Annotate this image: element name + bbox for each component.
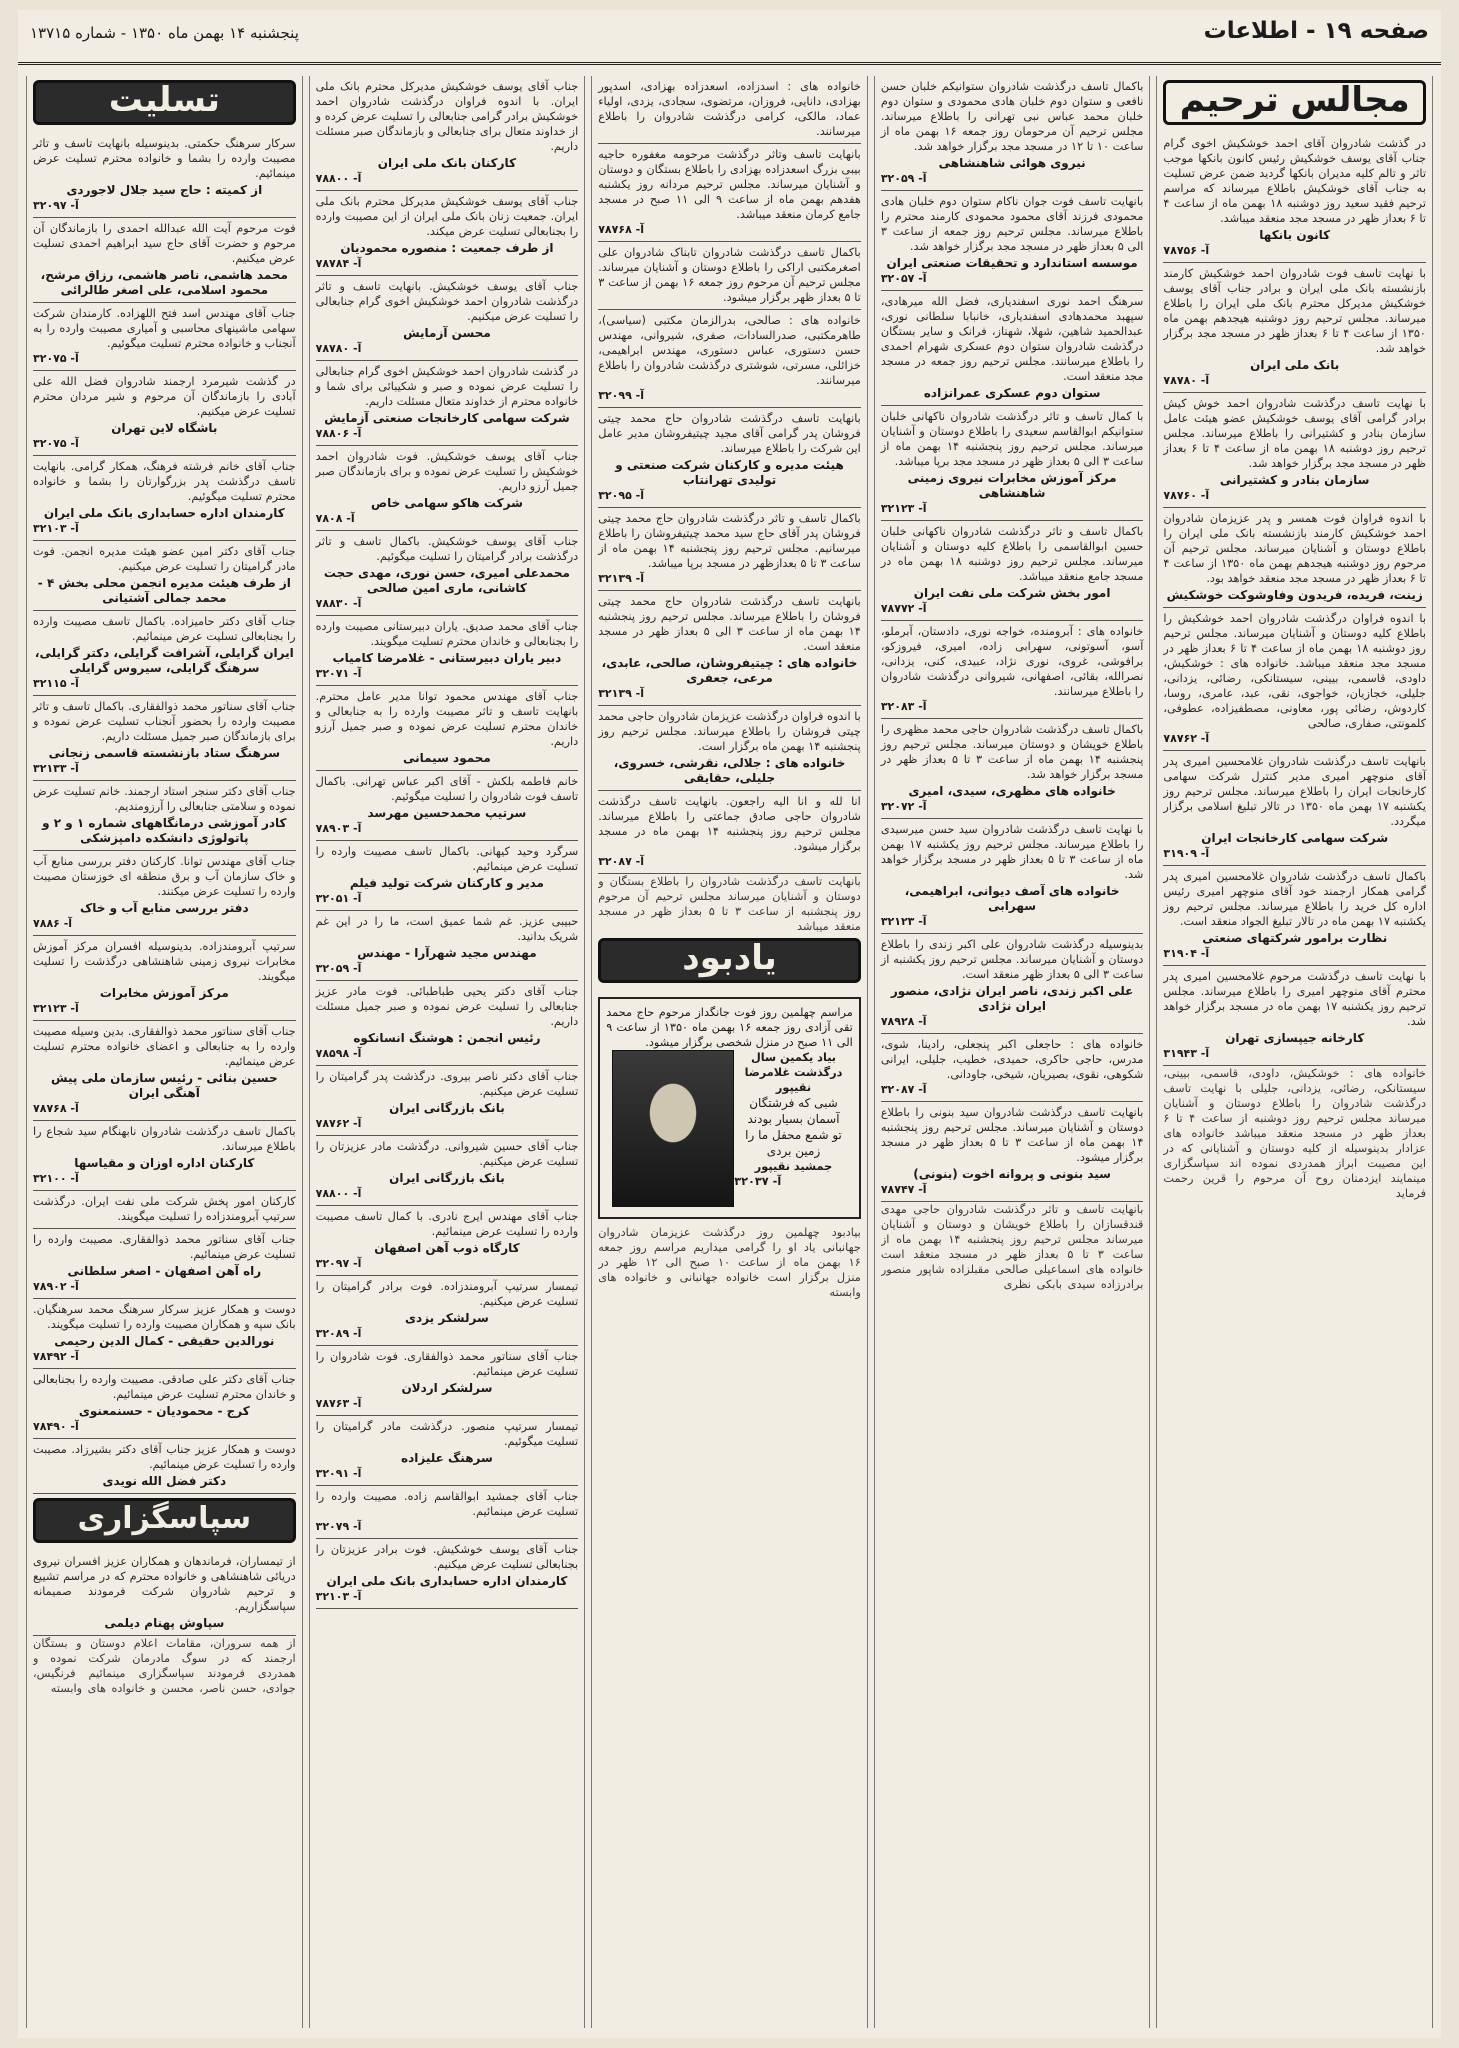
notice-code: ۳۲۱۲۳ -آ [33,1002,79,1015]
notice-code: ۷۸۷۶۲ -آ [1163,732,1210,745]
notice-signature: کارمندان اداره حسابداری بانک ملی ایران [43,506,285,520]
notice-signature: کرج - محمودیان - حسنمعنوی [78,1404,250,1418]
notice-body: فوت مرحوم آیت الله عبدالله احمدی را بازماندگان آن مرحوم و حضرت آقای حاج سید ابراهیم احمدی تسلیت عرض میکنیم. [33,222,296,265]
notice-body: در گذشت شادروان آقای احمد خوشکیش اخوی گرام جناب آقای یوسف خوشکیش رئیس کانون بانکها موجب تاثر و تالم کلیه مدیران بانکها گردید ضمن عرض تسلیت به جناب آقای خوشکیش باطلاع میرساند که مراسم ترحیم فقید سعید روز دوشنبه ۱۸ بهمن ماه از ساعت ۴ تا ۶ بعداز ظهر در مسجد مجد منعقد میباشد. [1163,137,1426,225]
notice-code: ۷۸۷۸۴ -آ [315,257,362,270]
notice-signature: هیئت مدیره و کارکنان شرکت صنعتی و تولیدی تهرانتاب [615,458,844,487]
notice-code: ۳۲۰۷۹ -آ [315,1520,362,1533]
notice-signature: سید بنونی و پروانه اخوت (بنونی) [913,1167,1111,1181]
notice-code: ۷۸۷۸۰ -آ [1163,374,1210,387]
notice-body: با اندوه فراوان درگذشت شادروان احمد خوشکیش را باطلاع کلیه دوستان و آشنایان میرساند. مجلس ترحیم روز دوشنبه ۱۸ بهمن ماه از ساعت ۴ تا ۶ بعداز ظهر در مسجد مجد منعقد میباشد. خانواده های : خوشکیش، داودی، قاسمی، بیینی، سیستانکی، رضائی، یزدانی، جلیلی، خجازیان، خواجوی، نقی، عبد، عامری، روسا، کاردوش، رضائی پور، معاونی، مصطفیزاده، عطوفی، کلمونتی، صفاری، صالحی [1163,612,1427,730]
notice [33,1439,296,1494]
notice [33,936,296,1021]
notice-signature: بانک بازرگانی ایران [389,1171,505,1185]
notice-signature: رئیس انجمن : هوشنگ انسانکوه [353,1031,541,1045]
notice-body: خانواده های : صالحی، بدرالزمان مکتبی (سیاسی)، طاهرمکتبی، صدرالسادات، صفری، شیروانی، مهندس حسن دستوری، عباس دستوری، مهندس ابراهیمی، خزائلی، مسرتی، شوشتری درگذشت شادروان را باطلاع میرسانند. [598,314,861,387]
notice-code: ۷۸۹۲۸ -آ [880,1015,927,1028]
notice [1163,133,1426,263]
notice [881,1034,1144,1102]
notice-list [33,133,296,1494]
tasliyat-header: تسلیت [33,80,296,125]
notice [33,456,296,541]
notice-body: جناب آقای یوسف خوشکیش. بانهایت تاسف و تاثر درگذشت شادروان احمد خوشکیش اخوی گرام جنابعالی را تسلیت عرض میکنیم. [315,280,579,323]
notice-body: با نهایت تاسف فوت شادروان احمد خوشکیش کارمند بازنشسته بانک ملی ایران و برادر جناب آقای یوسف خوشکیش مدیرکل محترم بانک ملی ایران را باطلاع میرساند. مجلس ترحیم روز دوشنبه هیجدهم بهمن ماه ۱۳۵۰ از ساعت ۴ تا ۶ بعداز ظهر در مسجد مجد برگزار خواهد شد. [1163,267,1426,355]
notice-code: ۳۲۰۷۵ -آ [33,352,79,365]
notice-signature: مدیر و کارکنان شرکت تولید فیلم [349,876,544,890]
notice-code: ۷۸۷۶۰ -آ [1163,489,1210,502]
newspaper-page [18,10,1441,2038]
notice-code: ۳۲۰۵۹ -آ [315,962,362,975]
notice [33,1299,296,1369]
notice-signature: سرلشکر یزدی [405,1311,489,1325]
notice-code: ۷۸۷۶۲ -آ [315,1117,362,1130]
notice-code: ۷۸۹۰۳ -آ [315,822,362,835]
notice-code: ۷۸۰۸ -آ [315,512,355,525]
notice-body: تیمسار سرتیپ منصور. درگذشت مادر گرامیتان را تسلیت میگوئیم. [315,1420,579,1448]
notice-body: جناب آقای سناتور محمد ذوالفقاری. باکمال تاسف و تاثر مصیبت وارده را بحضور آنجناب تسلیت عرض نموده و برای بازماندگان صبر جمیل مسئلت داریم. [33,700,296,743]
column-filler: خانواده های : خوشکیش، داودی، قاسمی، بیینی، سیستانکی، رضائی، یزدانی، جلیلی با نهایت تاسف درگذشت شادروان را باطلاع دوستان و آشنایان میرساند مجلس ترحیم روز دوشنبه از ساعت ۴ تا ۶ بعداز ظهر در مسجد منعقد میباشد خانواده های عزادار بدینوسیله از کلیه دوستان و آشنایانی که در این مصیبت ابراز همدردی نموده اند سپاسگزاری مینمایند ایزدمنان روح آن مرحوم را قرین رحمت فرماید [1163,1067,1426,1200]
notice-code: ۳۲۱۲۳ -آ [880,502,927,515]
column-3 [591,76,868,2028]
notice-code: ۳۲۰۷۱ -آ [315,667,362,680]
sepas-header: سپاسگزاری [33,1498,296,1543]
notice-code: ۳۲۰۸۷ -آ [880,1083,927,1096]
notice-code: ۷۸۵۹۸ -آ [315,1047,362,1060]
notice [33,371,296,456]
notice-signature: دکتر فضل الله نویدی [102,1474,227,1488]
notice-signature: نورالدین حقیقی - کمال الدین رحیمی [54,1334,275,1348]
notice-body: جناب آقای یوسف خوشکیش مدیرکل محترم بانک ملی ایران. جمعیت زنان بانک ملی ایران از این مصیبت وارده را بجنابعالی تسلیت عرض میکند. [315,195,579,238]
notice-code: ۷۸۸۰۶ -آ [315,427,362,440]
notice [33,781,296,851]
notice [33,1229,296,1299]
notice [316,1539,579,1609]
notice-signature: محسن آزمایش [403,326,491,340]
notice [1163,508,1426,608]
notice-signature: از طرف هیئت مدیره انجمن محلی بخش ۴ - محمد جمالی آشتیانی [37,576,291,605]
notice [881,191,1144,291]
notice-body: خانم فاطمه بلکش - آقای اکبر عباس تهرانی. باکمال تاسف فوت شادروان را تسلیت میگوئیم. [315,775,579,803]
notice [33,696,296,781]
memorial-text: مراسم چهلمین روز فوت جانگداز مرحوم حاج محمد تقی آزادی روز جمعه ۱۶ بهمن ماه ۱۳۵۰ از ساعت ۹ الی ۱۱ صبح در منزل شخصی برگزار میشود. [606,1006,853,1049]
portrait [612,1050,734,1207]
column-filler: از همه سروران، مقامات اعلام دوستان و بستگان ارجمند که در سوگ مادرمان شرکت نموده و همدردی فرمودند سپاسگزاری مینمائیم فرنگیس، جوادی، حسن ناصر، محسن و خانواده های وابسته [33,1637,296,1695]
notice-body: بانهایت تاسف درگذشت شادروان حاج محمد چیتی فروشان را باطلاع میرساند. مجلس ترحیم روز پنجشنبه ۱۴ بهمن ماه از ساعت ۳ الی ۵ بعداز ظهر در مسجد منعقد است. [598,595,861,653]
notice-signature: سرهنگ ستاد بازنشسته قاسمی زنجانی [48,746,281,760]
notice-signature: مرکز آموزش مخابرات نیروی زمینی شاهنشاهی [907,471,1117,500]
notice [598,144,861,242]
notice-body: سرگرد وحید کیهانی. باکمال تاسف مصیبت وارده را تسلیت عرض مینمائیم. [315,845,579,873]
notice-signature: زینت، فریده، فریدون وفاوشوکت خوشکیش [1166,588,1423,602]
memorial-box [598,997,861,1219]
notice [598,791,861,874]
notice-signature: بانک ملی ایران [1250,358,1340,372]
notice [1163,608,1426,751]
notice [33,1121,296,1191]
notice-signature: خانواده های مظهری، سیدی، امیری [908,784,1116,798]
notice-body: خانواده های : آبرومنده، خواجه نوری، دادستان، آبرملو، آسو، آسوتونی، سهرابی زاده، امیری، فیروزکو، برافوشی، غروی، نوری نژاد، عبیدی، کنی، یزدانی، نصرالله، بقائی، اصفهانی، شیروانی درگذشت شادروان را باطلاع میرسانند. [880,625,1144,698]
sepas-notice [33,1551,296,1636]
notice-signature: مرکز آموزش مخابرات [99,986,229,1000]
notice-code: ۳۲۱۰۰ -آ [33,1172,79,1185]
column-filler-2: بیادبود چهلمین روز درگذشت عزیزمان شادروان جهانبانی یاد او را گرامی میداریم مراسم روز جمعه ۱۶ بهمن ماه از ساعت ۱۰ صبح الی ۱۲ ظهر در منزل برگزار است خانواده جهانبانی و خانواده های وابسته [598,1226,861,1299]
notice-signature: موسسه استاندارد و تحقیقات صنعتی ایران [886,256,1138,270]
notice-signature: کارخانه جیپسازی تهران [1225,1031,1365,1045]
notice-signature: مهندس مجید شهرآرا - مهندس [357,946,537,960]
notice-signature: سرلشکر اردلان [401,1381,493,1395]
notice [316,1136,579,1206]
notice [1163,393,1426,508]
notice-body: جناب آقای مهندس ایرج نادری. با کمال تاسف مصیبت وارده را تسلیت عرض مینمائیم. [315,1210,579,1238]
notice [33,541,296,611]
notice [598,508,861,591]
notice [316,191,579,276]
notice-code: ۳۲۱۳۳ -آ [33,762,79,775]
notice-signature: شرکت سهامی کارخانجات ایران [1201,831,1389,845]
notice-signature: کارکنان بانک ملی ایران [377,156,517,170]
notice-code: ۷۸۷۶۸ -آ [33,1102,79,1115]
notice [33,1369,296,1439]
notice [316,771,579,841]
notice [881,1102,1144,1202]
notice-body: با اندوه فراوان فوت همسر و پدر عزیزمان شادروان احمد خوشکیش کارمند بازنشسته بانک ملی ایران را باطلاع دوستان و آشنایان میرساند. مجلس ترحیم آن مرحوم روز دوشنبه هیجدهم بهمن ماه ۱۳۵۰ از ساعت ۴ تا ۶ بعداز ظهر در مسجد مجد منعقد خواهد بود. [1163,512,1427,585]
notice [881,819,1144,934]
notice-signature: سرهنگ علیزاده [401,1451,493,1465]
notice-code: ۳۲۰۸۹ -آ [315,1327,362,1340]
notice-code: ۳۲۱۳۹ -آ [598,572,644,585]
notice-body: جناب آقای یوسف خوشکیش. فوت شادروان احمد خوشکیش را تسلیت عرض نموده و برای بازماندگان صبر جمیل آرزو داریم. [315,450,579,493]
notice [33,1021,296,1121]
notice-body: جناب آقای جمشید ابوالقاسم زاده. مصیبت وارده را تسلیت عرض مینمائیم. [315,1490,579,1518]
memorial-signature: جمشید نقیپور [754,1160,833,1173]
column-filler: بانهایت تاسف درگذشت شادروان را باطلاع بستگان و دوستان و آشنایان میرساند مجلس ترحیم آن مرحوم روز پنجشنبه از ساعت ۳ تا ۵ بعداز ظهر در مسجد منعقد میباشد [598,875,861,933]
notice [316,1416,579,1486]
notice-signature: سازمان بنادر و کشتیرانی [1219,473,1370,487]
notice-code: ۷۸۷۸۰ -آ [315,342,362,355]
notice-body: با نهایت تاسف درگذشت مرحوم غلامحسین امیری پدر محترم آقای منوچهر امیری را باطلاع میرساند. مجلس ترحیم روز یکشنبه ۱۷ بهمن ماه در مسجد برگزار خواهد شد. [1163,970,1426,1028]
notice-code: ۷۸۷۴۷ -آ [880,1183,927,1196]
notice [881,934,1144,1034]
notice-signature: سرتیپ محمدحسین مهرسد [367,806,527,820]
notice [33,851,296,936]
notice [316,1276,579,1346]
notice-list [881,76,1144,1202]
notice-body: بدینوسیله درگذشت شادروان علی اکبر زندی را باطلاع دوستان و آشنایان میرساند. مجلس ترحیم روز یکشنبه از ساعت ۳ الی ۵ بعداز ظهر منعقد است. [880,938,1144,981]
date-line: پنجشنبه ۱۴ بهمن ماه ۱۳۵۰ - شماره ۱۳۷۱۵ [30,24,299,42]
notice-body: بانهایت تاسف وتاثر درگذشت مرحومه مغفوره حاجیه بیبی بزرگ اسعدزاده بهزادی را باطلاع بستگان و دوستان و آشنایان میرساند. مجلس ترحیم مردانه روز یکشنبه هفدهم بهمن ماه از ساعت ۹ الی ۱۱ صبح در مسجد جامع کرمان منعقد میباشد. [598,148,861,221]
notice-signature: دفتر بررسی منابع آب و خاک [79,901,249,915]
notice-code: ۳۲۰۷۲ -آ [880,800,927,813]
notice [316,1066,579,1136]
notice-signature: حسین بنائی - رئیس سازمان ملی پیش آهنگی ایران [50,1071,278,1100]
notice-signature: کادر آموزشی درمانگاههای شماره ۱ و ۲ و پاتولوژی دانشکده دامپزشکی [42,816,287,845]
notice-body: باکمال تاسف درگذشت شادروان تابناک شادروان علی اصغرمکتبی اراکی را باطلاع دوستان و آشنایان میرساند. مجلس ترحیم آن مرحوم روز جمعه ۱۶ بهمن از ساعت ۳ تا ۵ بعداز ظهر برگزار میشود. [598,246,861,304]
notice-body: با نهایت تاسف درگذشت شادروان سید حسن میرسیدی را باطلاع میرساند. مجلس ترحیم روز یکشنبه ۱۷ بهمن ماه از ساعت ۳ تا ۵ بعداز ظهر در مسجد برگزار خواهد شد. [880,823,1144,881]
notice-body: باکمال تاسف و تاثر درگذشت شادروان حاج محمد چیتی فروشان پدر آقای حاج سید محمد چیتیفروشان را باطلاع میرسانیم. مجلس ترحیم روز پنجشنبه ۱۴ بهمن ماه از ساعت ۳ تا ۵ بعدازظهر در مسجد برپا میباشد. [598,512,861,570]
notice [598,76,861,144]
notice-list [1163,133,1426,1066]
notice-list [598,76,861,874]
notice-code: ۳۲۱۰۳ -آ [315,1590,362,1603]
notice-signature: نیروی هوائی شاهنشاهی [938,156,1086,170]
notice-body: بانهایت تاسف فوت جوان ناکام ستوان دوم خلبان هادی محمودی فرزند آقای محمود محمودی کارمند محترم را باطلاع میرساند. مجلس ترحیم روز جمعه از ساعت ۳ الی ۵ بعداز ظهر در مسجد مجد برگزار خواهد شد. [880,195,1144,253]
notice [316,981,579,1066]
notice [598,591,861,706]
notice-signature: محمود سیمانی [402,751,491,765]
notice-body: با نهایت تاسف درگذشت شادروان احمد خوش کیش برادر گرامی آقای یوسف خوشکیش عضو هیئت عامل سازمان بنادر و کشتیرانی را باطلاع میرساند. مجلس ترحیم روز دوشنبه ۱۸ بهمن ماه از ساعت ۴ تا ۶ بعداز ظهر در مسجد مجد برگزار خواهد شد. [1163,397,1426,470]
notice-code: ۳۲۰۹۵ -آ [598,489,644,502]
notice-body: باکمال تاسف درگذشت شادروان نابهنگام سید شجاع را باطلاع میرساند. [33,1125,296,1153]
notice-signature: از کمیته : حاج سید جلال لاجوردی [66,183,263,197]
notice-signature: از طرف جمعیت : منصوره محمودیان [340,241,554,255]
notice [316,841,579,911]
notice [316,276,579,361]
notice-code: ۷۸۹۰۲ -آ [33,1280,79,1293]
sepas-sign: سپاوش پهنام دیلمی [104,1616,225,1630]
notice [1163,263,1426,393]
notice [316,76,579,191]
notice-code: ۷۸۴۹۰ -آ [33,1420,79,1433]
notice-code: ۳۲۱۳۹ -آ [598,687,644,700]
notice [316,911,579,981]
notice-body: جناب آقای دکتر حامیزاده. باکمال تاسف مصیبت وارده را بجنابعالی تسلیت عرض مینمائیم. [33,615,296,643]
notice [33,1191,296,1229]
notice-code: ۷۸۷۵۶ -آ [1163,244,1210,257]
notice [881,406,1144,521]
notice-signature: خانواده های : جلالی، نقرشی، خسروی، جلیلی، حقایقی [613,756,846,785]
notice-signature: شرکت هاکو سهامی خاص [370,496,523,510]
notice-code: ۳۱۹۰۴ -آ [1163,947,1210,960]
notice-body: جناب آقای دکتر علی صادقی. مصیبت وارده را بجنابعالی و خاندان محترم تسلیت عرض مینمائیم. [33,1373,296,1401]
notice [881,719,1144,819]
notice-signature: کارمندان اداره حسابداری بانک ملی ایران [326,1574,568,1588]
columns [26,76,1433,2028]
notice-signature: محمدعلی امیری، حسن نوری، مهدی حجت کاشانی، ماری امین صالحی [323,566,570,595]
masthead [18,10,1441,65]
notice-body: جناب آقای مهندس توانا. کارکنان دفتر بررسی منابع آب و خاک سازمان آب و برق منطقه ای خوزستان مصیبت وارده را تسلیت عرض میکنند. [33,855,296,898]
notice-body: دوست و همکار عزیز جناب آقای دکتر بشیرزاد. مصیبت وارده را تسلیت عرض مینمائیم. [33,1443,296,1471]
notice-code: ۳۲۰۵۹ -آ [880,172,927,185]
notice [881,621,1144,719]
notice-code: ۷۸۸۳۰ -آ [315,597,362,610]
notice [33,611,296,696]
notice [33,133,296,218]
notice-body: با اندوه فراوان درگذشت عزیزمان شادروان حاجی محمد چیتی فروشان را باطلاع میرساند. مجلس ترحیم روز پنجشنبه ۱۴ بهمن ماه برگزار است. [598,710,861,753]
notice-body: بانهایت تاسف درگذشت شادروان سید بنونی را باطلاع دوستان و آشنایان میرساند. مجلس ترحیم روز پنجشنبه ۱۴ بهمن ماه از ساعت ۳ تا ۵ بعداز ظهر در مسجد برگزار میشود. [880,1106,1144,1164]
notice-code: ۳۲۱۱۵ -آ [33,677,79,690]
column-2 [874,76,1151,2028]
column-4 [309,76,586,2028]
notice [598,408,861,508]
notice-body: جناب آقای مهندس محمود توانا مدیر عامل محترم. بانهایت تاسف و تاثر مصیبت وارده را به جنابعالی و خاندان محترم تسلیت عرض نموده و صبر جمیل آرزو داریم. [315,690,579,748]
notice-signature: بانک بازرگانی ایران [389,1101,505,1115]
notice-body: انا لله و انا الیه راجعون. بانهایت تاسف درگذشت شادروان حاجی صادق جماعتی را باطلاع میرساند. مجلس ترحیم روز پنجشنبه ۱۴ بهمن ماه در مسجد برگزار میشود. [598,795,861,853]
notice-body: با کمال تاسف و تاثر درگذشت شادروان ناکهانی خلبان ستوانیکم ابوالقاسم سعیدی را باطلاع دوستان و آشنایان میرساند. مجلس ترحیم روز پنجشنبه ۱۴ بهمن ماه از ساعت ۳ الی ۵ بعداز ظهر در مسجد مجد برپا میباشد. [880,410,1144,468]
notice-code: ۳۲۰۹۹ -آ [598,389,644,402]
notice [1163,966,1426,1066]
notice [316,1486,579,1539]
notice-signature: ستوان دوم عسکری عمرانزاده [923,386,1101,400]
notice-code: ۳۲۰۵۱ -آ [315,892,362,905]
notice-signature: شرکت سهامی کارخانجات صنعتی آزمایش [324,411,570,425]
notice-body: جناب آقای یوسف خوشکیش مدیرکل محترم بانک ملی ایران. با اندوه فراوان درگذشت شادروان احمد خوشکیش برادر گرامی جنابعالی را تسلیت عرض کرده و از خداوند متعال برای جنابعالی و بازماندگان صبر مسئلت داریم. [315,80,579,153]
notice-body: در گذشت شیرمرد ارجمند شادروان فضل الله علی آبادی را بازماندگان آن مرحوم و شیر مردان محترم تسلیت عرض میکنیم. [33,375,296,418]
notice-body: جناب آقای سناتور محمد ذوالفقاری. بدین وسیله مصیبت وارده را به جنابعالی و اعضای خانواده محترم تسلیت عرض مینمائیم. [33,1025,296,1068]
notice-code: ۳۲۰۹۷ -آ [33,199,79,212]
column-filler [316,1609,579,2028]
notice-body: بانهایت تاسف درگذشت شادروان غلامحسین امیری پدر آقای منوچهر امیری مدیر کنترل شرکت سهامی کارخانجات ایران را باطلاع میرساند. مجلس ترحیم روز یکشنبه ۱۷ بهمن ماه ۱۳۵۰ در تالار تبلیغ اسلامی برگزار میگردد. [1163,755,1426,828]
notice-body: جناب آقای دکتر امین عضو هیئت مدیره انجمن. فوت مادر گرامیتان را تسلیت عرض میکنیم. [33,545,296,573]
notice-code: ۷۸۷۶۸ -آ [598,223,644,236]
notice-body: حبیبی عزیز. غم شما عمیق است، ما را در این غم شریک بدانید. [315,915,579,943]
notice [598,706,861,791]
notice-body: سرکار سرهنگ حکمتی. بدینوسیله بانهایت تاسف و تاثر مصیبت وارده را بشما و خانواده محترم تسلیت عرض مینمائیم. [33,137,296,180]
notice-body: بانهایت تاسف درگذشت شادروان حاج محمد چیتی فروشان پدر گرامی آقای مجید چیتیفروشان مدیر عامل این شرکت را باطلاع میرساند. [598,412,861,455]
notice [881,291,1144,406]
notice-body: جناب آقای سناتور محمد ذوالفقاری. فوت شادروان را تسلیت عرض مینمائیم. [315,1350,579,1378]
notice [1163,866,1426,966]
notice-code: ۷۸۷۶۳ -آ [315,1397,362,1410]
notice-code: ۷۸۴۹۲ -آ [33,1350,79,1363]
memorial-title: بیاد یکمین سال درگذشت غلامرضا نقیپور [744,1051,843,1094]
notice-body: جناب آقای سناتور محمد ذوالفقاری. مصیبت وارده را تسلیت عرض مینمائیم. [33,1233,296,1261]
notice-body: باکمال تاسف درگذشت شادروان غلامحسین امیری پدر گرامی همکار ارجمند خود آقای منوچهر امیری رئیس اداره کل خرید را باطلاع میرساند. مجلس ترحیم روز یکشنبه ۱۷ بهمن ماه در تالار تبلیغ الجواد منعقد است. [1163,870,1426,928]
notice-signature: کارکنان اداره اوزان و مقیاسها [74,1156,255,1170]
notice [598,310,861,408]
column-1 [1156,76,1433,2028]
notice-code: ۳۲۰۵۷ -آ [880,272,927,285]
notice-body: جناب آقای محمد صدیق. یاران دبیرستانی مصیبت وارده را بجنابعالی و خاندان محترم تسلیت میگویند. [315,620,579,648]
notice-code: ۳۲۰۸۷ -آ [598,855,644,868]
notice-body: در گذشت شادروان احمد خوشکیش اخوی گرام جنابعالی را تسلیت عرض نموده و صبر و شکیبائی برای شما و خانواده محترم از خداوند متعال مسئلت داریم. [315,365,579,408]
notice [881,76,1144,191]
notice-code: ۳۲۰۸۳ -آ [880,700,927,713]
notice [881,521,1144,621]
sepas-body: از تیمساران، فرماندهان و همکاران عزیز افسران نیروی دریائی شاهنشاهی و خانواده محترم که در مراسم تشییع و ترحیم شادروان شرکت فرمودند صمیمانه سپاسگزاریم. [33,1555,296,1613]
notice [598,242,861,310]
notice [316,616,579,686]
notice-signature: راه آهن اصفهان - اصغر سلطانی [67,1264,262,1278]
notice-body: سرهنگ احمد نوری اسفندیاری، فضل الله میرهادی، سپهبد محمدهادی اسفندیاری، خانبابا سلطانی نوری، عبدالحمید شاهین، شهلا، شهناز، فرانک و سایر بستگان درگذشت شادروان ستوان دوم عسکری شهرام احمدی را باطلاع میرسانند. مجلس ترحیم روز جمعه در مسجد مجد منعقد است. [880,295,1144,383]
notice [33,218,296,303]
notice-code: ۳۱۹۴۳ -آ [1163,1047,1210,1060]
notice-body: جناب آقای دکتر ناصر بیروی. درگذشت پدر گرامیتان را تسلیت عرض میکنیم. [315,1070,579,1098]
yadbud-header: یادبود [598,938,861,983]
notice-body: جناب آقای یوسف خوشکیش. فوت برادر عزیزتان را بجنابعالی تسلیت عرض میکنیم. [315,1543,579,1571]
notice-code: ۷۸۸۰۰ -آ [315,172,362,185]
notice-body: خانواده های : حاجعلی اکبر پنجعلی، رادینا، شوی، مدرس، حاجی حاکری، حمیدی، خطیب، جلیلی، ایرانی شکوهی، نقوی، بصیریان، شیخی، جاودانی. [880,1038,1144,1081]
notice-code: ۳۱۹۰۹ -آ [1163,847,1210,860]
notice [33,303,296,371]
notice-list [316,76,579,1609]
majalis-header: مجالس ترحیم [1163,80,1426,125]
notice [1163,751,1426,866]
notice [316,1206,579,1276]
notice-body: خانواده های : اسدزاده، اسعدزاده بهزادی، اسدپور بهزادی، دانایی، فروزان، مرتضوی، سجادی، یزدی، اولیاء عماد، مالکی، کرامی درگذشت شادروان را باطلاع میرسانند. [598,80,861,138]
notice-body: سرتیپ آبرومندزاده. بدینوسیله افسران مرکز آموزش مخابرات نیروی زمینی شاهنشاهی درگذشت را تسلیت میگویند. [33,940,296,983]
notice-signature: کارگاه ذوب آهن اصفهان [374,1241,520,1255]
memorial-poem-1: شبی که فرشتگان آسمان بسیار بودند [747,1096,840,1126]
notice [316,531,579,616]
notice-signature: دبیر یاران دبیرستانی - غلامرضا کامیاب [332,651,562,665]
notice-signature: ایران گرایلی، آشرافت گرایلی، دکتر گرایلی، سرهنگ گرایلی، سیروس گرایلی [34,646,294,675]
notice-body: دوست و همکار عزیز سرکار سرهنگ محمد سرهنگیان. بانک سپه و همکاران مصیبت وارده را تسلیت میگویند. [33,1303,296,1331]
notice-signature: نظارت برامور شرکتهای صنعتی [1202,931,1388,945]
notice-body: جناب آقای مهندس اسد فتح اللهزاده. کارمندان شرکت سهامی ماشینهای محاسبی و آمیاری مصیبت وارده را به آنجناب و خانواده محترم تسلیت میگوئیم. [33,307,296,350]
notice-code: ۳۲۰۹۱ -آ [315,1467,362,1480]
notice-signature: کانون بانکها [1259,228,1331,242]
notice-signature: خانواده های آصف دیوانی، ابراهیمی، سهرابی [904,884,1120,913]
notice-code: ۷۸۸۰۰ -آ [315,1187,362,1200]
memorial-poem-2: تو شمع محفل ما را زمین بردی [745,1128,842,1158]
notice [316,446,579,531]
notice-body: جناب آقای دکتر سنجر استاد ارجمند. خانم تسلیت عرض نموده و سلامتی جنابعالی را آرزومندیم. [33,785,296,813]
notice-body: جناب آقای یوسف خوشکیش. باکمال تاسف و تاثر درگذشت برادر گرامیتان را تسلیت میگوئیم. [315,535,579,563]
notice-body: باکمال تاسف درگذشت شادروان ستوانیکم خلبان حسن نافعی و ستوان دوم خلبان هادی محمودی و ستوان دوم خلبان محمد عباس نبی تهرانی را باطلاع میرساند. مجلس ترحیم آن مرحومان روز جمعه ۱۶ بهمن ماه از ساعت ۱۰ تا ۱۲ در مسجد مجد برگزار خواهد شد. [880,80,1144,153]
notice-body: تیمسار سرتیپ آبرومندزاده. فوت برادر گرامیتان را تسلیت عرض میکنیم. [315,1280,579,1308]
notice-body: باکمال تاسف درگذشت شادروان حاجی محمد مظهری را باطلاع خویشان و دوستان میرساند. مجلس ترحیم روز پنجشنبه ۱۴ بهمن ماه از ساعت ۳ تا ۵ بعداز ظهر در مسجد برگزار خواهد شد. [880,723,1144,781]
notice-body: جناب آقای حسین شیروانی. درگذشت مادر عزیزتان را تسلیت عرض میکنیم. [315,1140,579,1168]
notice-signature: امور بخش شرکت ملی نفت ایران [913,586,1111,600]
notice-body: باکمال تاسف و تاثر درگذشت شادروان ناکهانی خلبان حسین ابوالقاسمی را باطلاع کلیه دوستان و آشنایان میرساند. مجلس ترحیم روز دوشنبه ۱۸ بهمن ماه در مسجد جامع منعقد میباشد. [880,525,1144,583]
notice-signature: خانواده های : چیتیفروشان، صالحی، عابدی، مرعی، جعفری [601,656,858,685]
notice-body: جناب آقای خانم فرشته فرهنگ، همکار گرامی. بانهایت تاسف درگذشت پدر بزرگوارتان را بشما و خانواده محترم تسلیت میگوئیم. [33,460,296,503]
notice-code: ۳۲۱۰۳ -آ [33,522,79,535]
notice [316,1346,579,1416]
page-label: صفحه ۱۹ - اطلاعات [1203,18,1429,44]
notice-code: ۳۲۰۹۷ -آ [315,1257,362,1270]
memorial-code: ۳۲۰۳۷ -آ [734,1175,782,1188]
notice-signature: محمد هاشمی، ناصر هاشمی، رزاق مرشح، محمود اسلامی، علی اصغر طالرائی [40,268,288,297]
notice-signature: علی اکبر زندی، ناصر ایران نژادی، منصور ایران نژادی [890,984,1134,1013]
notice-body: کارکنان امور پخش شرکت ملی نفت ایران. درگذشت سرتیپ آبرومندزاده را تسلیت میگویند. [33,1195,296,1223]
notice-code: ۳۲۱۲۳ -آ [880,915,927,928]
notice-code: ۷۸۷۷۲ -آ [880,602,927,615]
notice [316,361,579,446]
notice-body: جناب آقای دکتر یحیی طباطبائی. فوت مادر عزیز جنابعالی را تسلیت عرض نموده و صبر جمیل مسئلت داریم. [315,985,579,1028]
notice-code: ۳۲۰۷۵ -آ [33,437,79,450]
column-5 [26,76,303,2028]
notice-signature: باشگاه لاین تهران [111,421,218,435]
notice [316,686,579,771]
notice-code: ۷۸۸۶ -آ [33,917,73,930]
column-filler: بانهایت تاسف و تاثر درگذشت شادروان حاجی مهدی قندقسازان را باطلاع خویشان و دوستان و آشنایان میرساند مجلس ترحیم روز پنجشنبه ۱۴ بهمن ماه از ساعت ۳ تا ۵ بعداز ظهر در مسجد منعقد است خانواده های اسماعیلی صالحی مقبلزاده شاپور منصور برادرزاده سیدی بابکی نظری [880,1203,1144,1291]
